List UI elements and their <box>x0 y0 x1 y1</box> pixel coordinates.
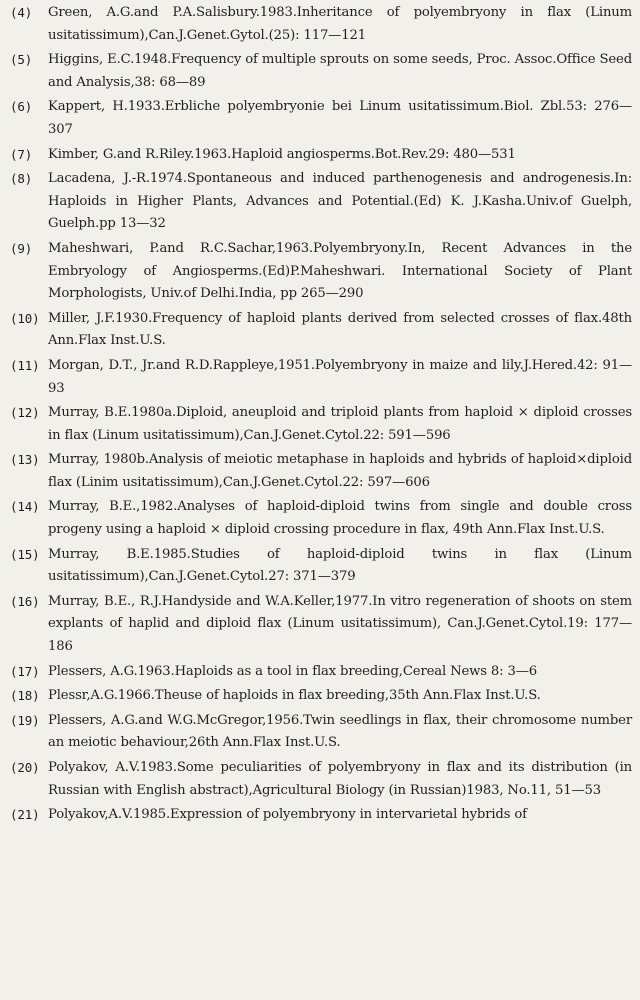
reference-text: Plessers, A.G.1963.Haploids as a tool in flax breeding,Cereal News 8: 3—6 <box>48 663 538 679</box>
reference-number: (21) <box>10 807 40 823</box>
reference-number: (10) <box>10 310 40 326</box>
reference-entry <box>10 661 632 684</box>
reference-entry <box>10 144 632 167</box>
reference-number: (6) <box>10 99 33 115</box>
reference-number: (13) <box>10 452 40 468</box>
reference-number: (16) <box>10 593 40 609</box>
reference-text: Morgan, D.T., Jr.and R.D.Rappleye,1951.Polyembryony in maize and lily.J.Hered.42: 91—93 <box>48 357 632 396</box>
reference-text: Murray, B.E.1980a.Diploid, aneuploid and triploid plants from haploid × diploid crosses in flax (Linum usitatissimum),Can.J.Genet.Cytol.22: 591—596 <box>48 405 632 443</box>
reference-number: (8) <box>10 171 33 187</box>
reference-text: Lacadena, J.-R.1974.Spontaneous and induced parthenogenesis and androgenesis.In: Haploids in Higher Plants, Advances and Potential.(Ed) K. J.Kasha.Univ.of Guelph, Guelph.pp 13—32 <box>48 171 632 232</box>
reference-number: (7) <box>10 146 33 162</box>
reference-entry <box>10 355 632 400</box>
reference-number: (19) <box>10 712 40 728</box>
reference-entry <box>10 2 632 47</box>
reference-entry <box>10 449 632 494</box>
reference-number: (12) <box>10 405 40 421</box>
reference-number: (18) <box>10 688 40 704</box>
reference-entry <box>10 168 632 236</box>
reference-number: (9) <box>10 240 33 256</box>
reference-text: Kappert, H.1933.Erbliche polyembryonie bei Linum usitatissimum.Biol. Zbl.53: 276—307 <box>48 99 632 137</box>
reference-entry <box>10 710 632 755</box>
reference-entry <box>10 757 632 802</box>
reference-text: Polyakov,A.V.1985.Expression of polyembryony in intervarietal hybrids of <box>48 807 527 823</box>
reference-entry <box>10 49 632 94</box>
reference-number: (5) <box>10 52 33 68</box>
reference-text: Murray, 1980b.Analysis of meiotic metaphase in haploids and hybrids of haploid×diploid flax (Linim usitatissimum),Can.J.Genet.Cytol.22: 597—606 <box>48 452 632 490</box>
reference-entry <box>10 804 632 827</box>
reference-text: Murray, B.E.1985.Studies of haploid-diploid twins in flax (Linum usitatissimum),Can.J.Genet.Cytol.27: 371—379 <box>48 546 632 585</box>
reference-text: Green, A.G.and P.A.Salisbury.1983.Inheritance of polyembryony in flax (Linum usitatissimum),Can.J.Genet.Gytol.(25): 117—121 <box>48 5 632 43</box>
reference-text: Maheshwari, P.and R.C.Sachar,1963.Polyembryony.In, Recent Advances in the Embryology of Angiosperms.(Ed)P.Maheshwari. International Society of Plant Morphologists, Univ.of Delhi.India, pp 265—290 <box>48 240 632 302</box>
reference-number: (17) <box>10 663 40 679</box>
reference-entry <box>10 685 632 708</box>
reference-number: (4) <box>10 5 33 20</box>
reference-text: Murray, B.E., R.J.Handyside and W.A.Keller,1977.In vitro regeneration of shoots on stem explants of haplid and diploid flax (Linum usitatissimum), Can.J.Genet.Cytol.19: 177—186 <box>48 593 632 655</box>
reference-text: Murray, B.E.,1982.Analyses of haploid-diploid twins from single and double cross progeny using a haploid × diploid crossing procedure in flax, 49th Ann.Flax Inst.U.S. <box>48 499 632 538</box>
reference-number: (15) <box>10 546 40 562</box>
reference-text: Higgins, E.C.1948.Frequency of multiple sprouts on some seeds, Proc. Assoc.Office Seed and Analysis,38: 68—89 <box>48 52 632 90</box>
reference-number: (20) <box>10 760 40 775</box>
reference-number: (11) <box>10 357 40 373</box>
reference-entry <box>10 308 632 353</box>
reference-entry <box>10 238 632 306</box>
reference-text: Plessers, A.G.and W.G.McGregor,1956.Twin seedlings in flax, their chromosome number an meiotic behaviour,26th Ann.Flax Inst.U.S. <box>48 712 632 751</box>
reference-text: Polyakov, A.V.1983.Some peculiarities of polyembryony in flax and its distribution (in Russian with English abstract),Agricultural Biology (in Russian)1983, No.11, 51—53 <box>48 760 632 798</box>
reference-text: Miller, J.F.1930.Frequency of haploid plants derived from selected crosses of flax.48th Ann.Flax Inst.U.S. <box>48 310 632 349</box>
reference-entry <box>10 496 632 541</box>
reference-entry <box>10 96 632 141</box>
reference-text: Plessr,A.G.1966.Theuse of haploids in flax breeding,35th Ann.Flax Inst.U.S. <box>48 688 541 704</box>
reference-text: Kimber, G.and R.Riley.1963.Haploid angiosperms.Bot.Rev.29: 480—531 <box>48 146 516 162</box>
reference-entry <box>10 402 632 447</box>
reference-entry <box>10 591 632 659</box>
reference-entry <box>10 544 632 589</box>
reference-number: (14) <box>10 499 40 515</box>
